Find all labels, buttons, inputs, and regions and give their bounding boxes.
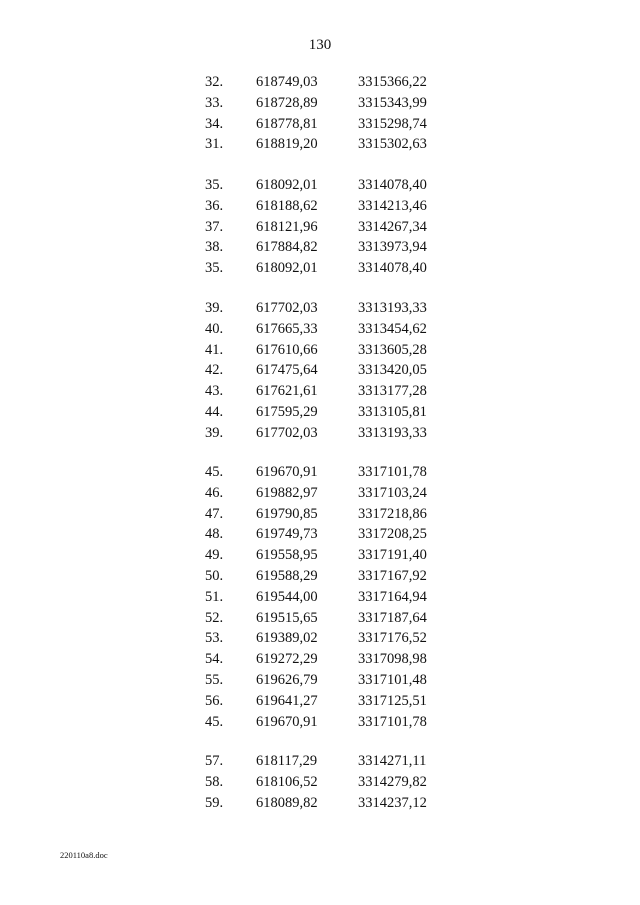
- coordinate-row: [0, 670, 640, 691]
- y-coordinate: 3313605,28: [358, 341, 427, 358]
- y-coordinate: 3317101,78: [358, 464, 427, 480]
- point-number: 33.: [205, 94, 224, 111]
- page-number: 130: [308, 37, 332, 53]
- coordinate-row: [0, 504, 640, 525]
- x-coordinate: 619641,27: [256, 692, 318, 709]
- coordinate-group: [0, 462, 640, 732]
- x-coordinate: 619882,97: [256, 484, 318, 501]
- point-number: 47.: [205, 505, 224, 522]
- coordinate-row: [0, 423, 640, 444]
- x-coordinate: 618092,01: [256, 177, 318, 193]
- x-coordinate: 618106,52: [256, 773, 318, 790]
- y-coordinate: 3314078,40: [358, 260, 427, 277]
- coordinate-row: [0, 545, 640, 566]
- y-coordinate: 3314213,46: [358, 197, 427, 214]
- y-coordinate: 3317187,64: [358, 609, 427, 626]
- y-coordinate: 3317098,98: [358, 651, 427, 668]
- x-coordinate: 618819,20: [256, 136, 318, 153]
- point-number: 39.: [205, 424, 224, 441]
- x-coordinate: 618188,62: [256, 197, 318, 214]
- coordinate-row: [0, 628, 640, 649]
- point-number: 49.: [205, 547, 224, 564]
- x-coordinate: 617610,66: [256, 341, 318, 358]
- coordinate-group: [0, 298, 640, 444]
- coordinate-row: [0, 483, 640, 504]
- y-coordinate: 3317125,51: [358, 692, 427, 709]
- coordinate-group: [0, 751, 640, 813]
- x-coordinate: 617475,64: [256, 362, 318, 379]
- point-number: 48.: [205, 526, 224, 543]
- coordinate-row: [0, 462, 640, 483]
- x-coordinate: 617665,33: [256, 320, 318, 337]
- coordinate-row: [0, 608, 640, 629]
- x-coordinate: 619749,73: [256, 526, 318, 543]
- coordinate-row: [0, 381, 640, 402]
- y-coordinate: 3317208,25: [358, 526, 427, 543]
- coordinate-row: [0, 360, 640, 381]
- y-coordinate: 3314271,11: [358, 753, 427, 769]
- x-coordinate: 617621,61: [256, 383, 318, 400]
- point-number: 42.: [205, 362, 224, 379]
- y-coordinate: 3314267,34: [358, 218, 427, 235]
- point-number: 51.: [205, 588, 224, 605]
- coordinate-row: [0, 566, 640, 587]
- x-coordinate: 619790,85: [256, 505, 318, 522]
- coordinate-row: [0, 751, 640, 772]
- y-coordinate: 3317167,92: [358, 567, 427, 584]
- x-coordinate: 618778,81: [256, 115, 318, 132]
- coordinate-row: [0, 72, 640, 93]
- point-number: 43.: [205, 383, 224, 400]
- y-coordinate: 3317101,78: [358, 713, 427, 730]
- coordinate-row: [0, 691, 640, 712]
- coordinate-row: [0, 258, 640, 279]
- coordinate-row: [0, 649, 640, 670]
- point-number: 44.: [205, 403, 224, 420]
- footer-filename: 220110a8.doc: [60, 850, 108, 860]
- y-coordinate: 3315302,63: [358, 136, 427, 153]
- y-coordinate: 3314078,40: [358, 177, 427, 193]
- y-coordinate: 3317176,52: [358, 630, 427, 647]
- coordinate-row: [0, 793, 640, 814]
- coordinate-row: [0, 217, 640, 238]
- point-number: 38.: [205, 239, 224, 256]
- x-coordinate: 619515,65: [256, 609, 318, 626]
- y-coordinate: 3313454,62: [358, 320, 427, 337]
- y-coordinate: 3313177,28: [358, 383, 427, 400]
- x-coordinate: 618121,96: [256, 218, 318, 235]
- point-number: 37.: [205, 218, 224, 235]
- coordinate-row: [0, 237, 640, 258]
- y-coordinate: 3313420,05: [358, 362, 427, 379]
- coordinate-row: [0, 772, 640, 793]
- coordinate-row: [0, 712, 640, 733]
- x-coordinate: 619272,29: [256, 651, 318, 668]
- coordinate-row: [0, 402, 640, 423]
- point-number: 32.: [205, 74, 224, 90]
- y-coordinate: 3313105,81: [358, 403, 427, 420]
- point-number: 35.: [205, 260, 224, 277]
- x-coordinate: 619558,95: [256, 547, 318, 564]
- y-coordinate: 3315366,22: [358, 74, 427, 90]
- coordinate-row: [0, 587, 640, 608]
- point-number: 50.: [205, 567, 224, 584]
- y-coordinate: 3317164,94: [358, 588, 427, 605]
- coordinate-row: [0, 524, 640, 545]
- x-coordinate: 619588,29: [256, 567, 318, 584]
- y-coordinate: 3317101,48: [358, 671, 427, 688]
- point-number: 35.: [205, 177, 224, 193]
- y-coordinate: 3313973,94: [358, 239, 427, 256]
- point-number: 34.: [205, 115, 224, 132]
- point-number: 31.: [205, 136, 224, 153]
- x-coordinate: 619670,91: [256, 713, 318, 730]
- point-number: 56.: [205, 692, 224, 709]
- coordinate-row: [0, 175, 640, 196]
- x-coordinate: 617595,29: [256, 403, 318, 420]
- point-number: 41.: [205, 341, 224, 358]
- coordinate-row: [0, 114, 640, 135]
- point-number: 45.: [205, 713, 224, 730]
- point-number: 40.: [205, 320, 224, 337]
- point-number: 53.: [205, 630, 224, 647]
- point-number: 52.: [205, 609, 224, 626]
- coordinate-row: [0, 298, 640, 319]
- coordinate-group: [0, 175, 640, 279]
- coordinate-row: [0, 319, 640, 340]
- y-coordinate: 3317191,40: [358, 547, 427, 564]
- coordinate-row: [0, 196, 640, 217]
- point-number: 45.: [205, 464, 224, 480]
- coordinate-row: [0, 93, 640, 114]
- point-number: 55.: [205, 671, 224, 688]
- y-coordinate: 3314279,82: [358, 773, 427, 790]
- x-coordinate: 618749,03: [256, 74, 318, 90]
- coordinate-row: [0, 134, 640, 155]
- point-number: 57.: [205, 753, 224, 769]
- x-coordinate: 619626,79: [256, 671, 318, 688]
- x-coordinate: 618092,01: [256, 260, 318, 277]
- point-number: 36.: [205, 197, 224, 214]
- x-coordinate: 618117,29: [256, 753, 318, 769]
- x-coordinate: 619389,02: [256, 630, 318, 647]
- coordinate-group: [0, 72, 640, 155]
- y-coordinate: 3313193,33: [358, 424, 427, 441]
- y-coordinate: 3317218,86: [358, 505, 427, 522]
- y-coordinate: 3314237,12: [358, 794, 427, 811]
- x-coordinate: 617702,03: [256, 424, 318, 441]
- point-number: 46.: [205, 484, 224, 501]
- y-coordinate: 3313193,33: [358, 300, 427, 316]
- y-coordinate: 3315298,74: [358, 115, 427, 132]
- y-coordinate: 3315343,99: [358, 94, 427, 111]
- x-coordinate: 617702,03: [256, 300, 318, 316]
- y-coordinate: 3317103,24: [358, 484, 427, 501]
- point-number: 39.: [205, 300, 224, 316]
- x-coordinate: 618728,89: [256, 94, 318, 111]
- x-coordinate: 617884,82: [256, 239, 318, 256]
- point-number: 59.: [205, 794, 224, 811]
- point-number: 58.: [205, 773, 224, 790]
- x-coordinate: 618089,82: [256, 794, 318, 811]
- x-coordinate: 619544,00: [256, 588, 318, 605]
- x-coordinate: 619670,91: [256, 464, 318, 480]
- coordinate-row: [0, 340, 640, 361]
- point-number: 54.: [205, 651, 224, 668]
